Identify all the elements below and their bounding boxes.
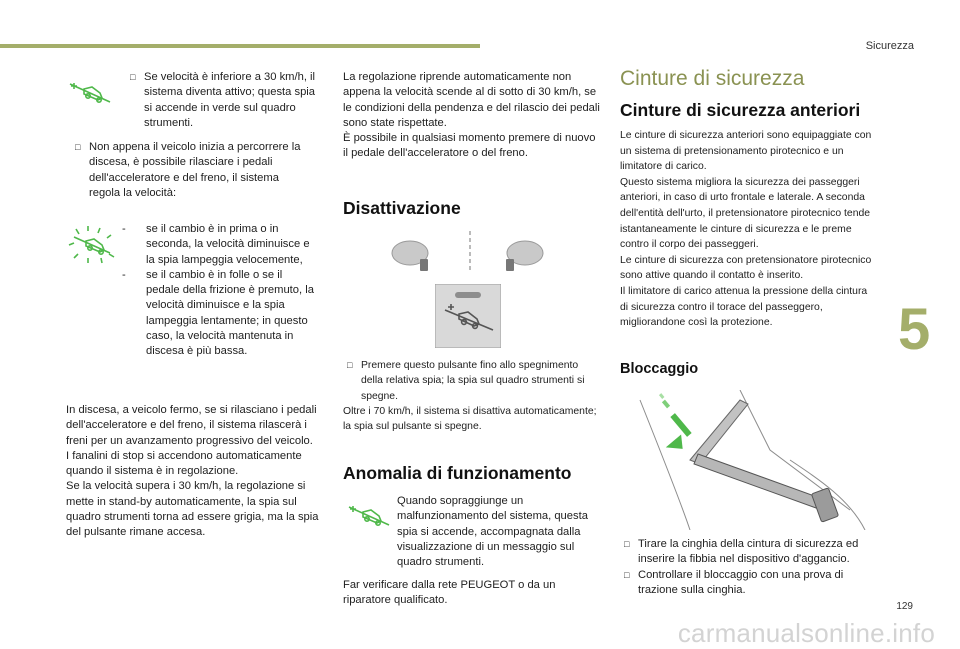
intro-text: La regolazione riprende automaticamente non appena la velocità scende al di sotto di 30 km/h, se le condizioni della pendenza e del rilascio dei pedali sono state rispettate. È possibile in qualsiasi momento premere di nuovo il pedale dell'acceleratore o del freno. bbox=[343, 71, 600, 160]
oltre-text: Oltre i 70 km/h, il sistema si disattiva automaticamente; la spia sul pulsante si spegne. bbox=[343, 406, 597, 433]
bullet-tirare-text: Tirare la cinghia della cintura di sicurezza ed inserire la fibbia nel dispositivo d'aggancio. bbox=[638, 538, 859, 566]
square-bullet-icon: □ bbox=[624, 539, 630, 549]
page-number: 129 bbox=[896, 601, 913, 612]
hill-descent-warning-icon bbox=[345, 503, 393, 529]
bullet-descent-text: Non appena il veicolo inizia a percorrere la discesa, è possibile rilasciare i pedali dell'acceleratore e del freno, il sistema regola la velocità: bbox=[89, 141, 301, 199]
header-accent-bar bbox=[0, 44, 480, 48]
heading-anomalia: Anomalia di funzionamento bbox=[343, 463, 572, 483]
bullet-tirare bbox=[624, 537, 878, 568]
dash2-text: se il cambio è in folle o se il pedale della frizione è premuto, la velocità diminuisce e la spia lampeggia lentamente; in questo caso, la velocità mantenuta in discesa è più bassa. bbox=[146, 268, 314, 358]
heading-anteriori: Cinture di sicurezza anteriori bbox=[620, 100, 861, 120]
anteriori-text: Le cinture di sicurezza anteriori sono equipaggiate con un sistema di pretensionamento pirotecnico e un limitatore di carico. Questo sistema migliora la sicurezza dei passeggeri anteriori, in caso di urto frontale e laterale. A seconda dell'entità dell'urto, il pretensionatore pirotecnico tende istantaneamente le cinture di sicurezza e le preme contro il corpo dei passeggeri. Le cinture di sicurezza con pretensionatore pirotecnico sono attive quando il contatto è inserito. Il limitatore di carico attenua la pressione della cintura di sicurezza contro il torace del passeggero, migliorandone così la protezione. bbox=[620, 130, 872, 329]
square-bullet-icon: □ bbox=[347, 360, 353, 370]
dash-item-first-gear: - se il cambio è in prima o in seconda, la velocità diminuisce e la spia lampeggia velocemente, bbox=[122, 223, 310, 266]
bullet-controllare bbox=[624, 568, 878, 599]
heading-disattivazione: Disattivazione bbox=[343, 198, 461, 218]
far-verificare-text: Far verificare dalla rete PEUGEOT o da un riparatore qualificato. bbox=[343, 579, 556, 607]
bullet-speed-text: Se velocità è inferiore a 30 km/h, il sistema diventa attivo; questa spia si accende in verde sul quadro strumenti. bbox=[144, 71, 316, 129]
hill-descent-flashing-icon bbox=[66, 225, 118, 265]
dash-item-neutral: - se il cambio è in folle o se il pedale della frizione è premuto, la velocità diminuisce e la spia lampeggia lentamente; in questo caso, la velocità mantenuta in discesa è più bassa. bbox=[122, 268, 314, 358]
dash1-text: se il cambio è in prima o in seconda, la velocità diminuisce e la spia lampeggia velocemente, bbox=[146, 223, 310, 266]
square-bullet-icon: □ bbox=[624, 570, 630, 580]
bullet-premere bbox=[347, 358, 601, 404]
dashboard-illustration bbox=[390, 231, 550, 275]
heading-cinture: Cinture di sicurezza bbox=[620, 67, 805, 90]
para-descent: In discesa, a veicolo fermo, se si rilasciano i pedali dell'acceleratore e del freno, il sistema rilascerà i freni per un avanzamento progressivo del veicolo. I fanalini di stop si accendono automaticamente quando il sistema è in regolazione. Se la velocità supera i 30 km/h, la regolazione si mette in stand-by automaticamente, la spia sul quadro strumenti torna ad essere grigia, ma la spia del pulsante rimane accesa. bbox=[66, 404, 319, 539]
bullet-descent bbox=[75, 140, 311, 201]
dash-list bbox=[122, 222, 316, 360]
section-title: Sicurezza bbox=[865, 40, 914, 52]
heading-bloccaggio: Bloccaggio bbox=[620, 361, 699, 377]
square-bullet-icon: □ bbox=[130, 72, 136, 82]
bullet-premere-text: Premere questo pulsante fino allo spegnimento della relativa spia; la spia sul quadro strumenti si spegne. bbox=[361, 360, 585, 402]
anomalia-text: Quando sopraggiunge un malfunzionamento del sistema, questa spia si accende, accompagnata dalla visualizzazione di un messaggio sul quadro strumenti. bbox=[397, 495, 588, 569]
chapter-number: 5 bbox=[898, 297, 931, 362]
hill-descent-icon bbox=[66, 80, 114, 106]
watermark: carmanualsonline.info bbox=[677, 618, 935, 648]
square-bullet-icon: □ bbox=[75, 142, 81, 152]
seatbelt-illustration bbox=[620, 390, 868, 530]
bullet-speed bbox=[130, 70, 324, 131]
bullet-controllare-text: Controllare il bloccaggio con una prova di trazione sulla cinghia. bbox=[638, 569, 844, 597]
hill-descent-button-illustration bbox=[435, 284, 501, 348]
